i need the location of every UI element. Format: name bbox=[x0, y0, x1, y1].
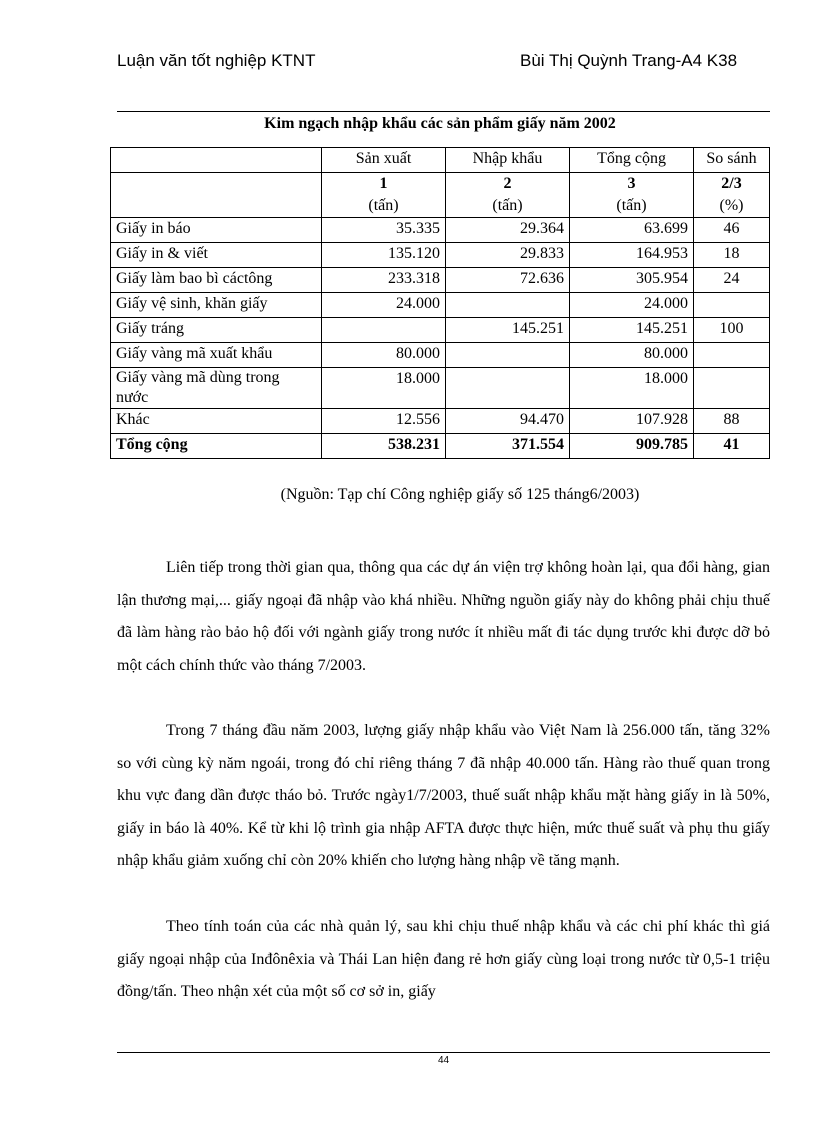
page-number: 44 bbox=[437, 1055, 450, 1066]
table-row bbox=[111, 318, 770, 343]
cell-so-sanh bbox=[694, 293, 770, 318]
cell-san-xuat: 35.335 bbox=[322, 218, 446, 243]
header-cell-tong-cong: Tổng cộng bbox=[570, 148, 694, 173]
header-cell-san-xuat: Sản xuất bbox=[322, 148, 446, 173]
cell-tong-cong: 24.000 bbox=[570, 293, 694, 318]
cell-so-sanh: 88 bbox=[694, 409, 770, 434]
cell-so-sanh: 24 bbox=[694, 268, 770, 293]
footer-divider bbox=[117, 1052, 770, 1053]
index-cell bbox=[694, 173, 770, 218]
cell-san-xuat: 24.000 bbox=[322, 293, 446, 318]
table-total-row bbox=[111, 434, 770, 459]
cell-nhap-khau: 94.470 bbox=[446, 409, 570, 434]
table-header-row bbox=[111, 148, 770, 173]
paragraph-1: Liên tiếp trong thời gian qua, thông qua các dự án viện trợ không hoàn lại, qua đổi hàng, gian lận thương mại,... giấy ngoại đã nhập vào khá nhiều. Những nguồn giấy này do không phải chịu thuế đã làm hàng rào bảo hộ đối với ngành giấy trong nước ít nhiều mất đi tác dụng trước khi được dỡ bỏ một cách chính thức vào tháng 7/2003. bbox=[117, 559, 770, 674]
table-row bbox=[111, 293, 770, 318]
paragraph-3: Theo tính toán của các nhà quản lý, sau khi chịu thuế nhập khẩu và các chi phí khác thì giá giấy ngoại nhập của Inđônêxia và Thái Lan hiện đang rẻ hơn giấy cùng loại trong nước từ 0,5-1 triệu đồng/tấn. Theo nhận xét của một số cơ sở in, giấy bbox=[117, 918, 770, 1000]
row-label: Giấy in & viết bbox=[111, 243, 322, 268]
col-unit: (tấn) bbox=[616, 197, 647, 214]
header-left: Luận văn tốt nghiệp KTNT bbox=[117, 51, 316, 70]
header-cell-blank bbox=[111, 148, 322, 173]
table-row bbox=[111, 409, 770, 434]
cell-nhap-khau: 72.636 bbox=[446, 268, 570, 293]
cell-san-xuat: 135.120 bbox=[322, 243, 446, 268]
cell-so-sanh: 100 bbox=[694, 318, 770, 343]
import-table bbox=[110, 147, 770, 459]
cell-san-xuat: 18.000 bbox=[322, 368, 446, 409]
cell-so-sanh bbox=[694, 343, 770, 368]
total-san-xuat: 538.231 bbox=[322, 434, 446, 459]
cell-so-sanh: 18 bbox=[694, 243, 770, 268]
header-cell-so-sanh: So sánh bbox=[694, 148, 770, 173]
row-label: Giấy làm bao bì cáctông bbox=[111, 268, 322, 293]
cell-tong-cong: 107.928 bbox=[570, 409, 694, 434]
cell-san-xuat: 80.000 bbox=[322, 343, 446, 368]
paragraph-2: Trong 7 tháng đầu năm 2003, lượng giấy nhập khẩu vào Việt Nam là 256.000 tấn, tăng 32% so với cùng kỳ năm ngoái, trong đó chỉ riêng tháng 7 đã nhập 40.000 tấn. Hàng rào thuế quan trong khu vực đang dần được tháo bỏ. Trước ngày1/7/2003, thuế suất nhập khẩu mặt hàng giấy in là 50%, giấy in báo là 40%. Kể từ khi lộ trình gia nhập AFTA được thực hiện, mức thuế suất và phụ thu giấy nhập khẩu giảm xuống chỉ còn 20% khiến cho lượng hàng nhập về tăng mạnh. bbox=[117, 722, 770, 869]
table-row bbox=[111, 243, 770, 268]
cell-so-sanh bbox=[694, 368, 770, 409]
cell-nhap-khau: 29.364 bbox=[446, 218, 570, 243]
table-source: (Nguồn: Tạp chí Công nghiệp giấy số 125 tháng6/2003) bbox=[280, 486, 640, 503]
col-unit: (tấn) bbox=[368, 197, 399, 214]
col-unit: (%) bbox=[719, 197, 744, 214]
col-index: 2 bbox=[503, 175, 512, 192]
index-cell bbox=[446, 173, 570, 218]
cell-nhap-khau bbox=[446, 293, 570, 318]
cell-tong-cong: 80.000 bbox=[570, 343, 694, 368]
row-label: Khác bbox=[111, 409, 322, 434]
cell-san-xuat: 12.556 bbox=[322, 409, 446, 434]
header-cell-nhap-khau: Nhập khẩu bbox=[446, 148, 570, 173]
cell-nhap-khau bbox=[446, 343, 570, 368]
index-cell-blank bbox=[111, 173, 322, 218]
row-label: Giấy vàng mã xuất khẩu bbox=[111, 343, 322, 368]
row-label: Giấy in báo bbox=[111, 218, 322, 243]
col-index: 1 bbox=[379, 175, 388, 192]
cell-tong-cong: 164.953 bbox=[570, 243, 694, 268]
total-label: Tổng cộng bbox=[111, 434, 322, 459]
cell-nhap-khau: 145.251 bbox=[446, 318, 570, 343]
table-row bbox=[111, 268, 770, 293]
cell-tong-cong: 305.954 bbox=[570, 268, 694, 293]
header-right: Bùi Thị Quỳnh Trang-A4 K38 bbox=[520, 51, 738, 70]
table-index-row bbox=[111, 173, 770, 218]
header-divider bbox=[117, 111, 770, 112]
row-label: Giấy vệ sinh, khăn giấy bbox=[111, 293, 322, 318]
table-row bbox=[111, 368, 770, 409]
cell-so-sanh: 46 bbox=[694, 218, 770, 243]
table-title: Kim ngạch nhập khẩu các sản phẩm giấy năm 2002 bbox=[264, 115, 616, 132]
cell-san-xuat bbox=[322, 318, 446, 343]
cell-nhap-khau: 29.833 bbox=[446, 243, 570, 268]
table-row bbox=[111, 343, 770, 368]
col-unit: (tấn) bbox=[492, 197, 523, 214]
row-label: Giấy tráng bbox=[111, 318, 322, 343]
cell-san-xuat: 233.318 bbox=[322, 268, 446, 293]
total-tong-cong: 909.785 bbox=[570, 434, 694, 459]
table-row bbox=[111, 218, 770, 243]
col-index: 3 bbox=[627, 175, 636, 192]
cell-tong-cong: 18.000 bbox=[570, 368, 694, 409]
cell-nhap-khau bbox=[446, 368, 570, 409]
cell-tong-cong: 63.699 bbox=[570, 218, 694, 243]
cell-tong-cong: 145.251 bbox=[570, 318, 694, 343]
index-cell bbox=[570, 173, 694, 218]
col-index: 2/3 bbox=[721, 175, 742, 192]
total-nhap-khau: 371.554 bbox=[446, 434, 570, 459]
total-so-sanh: 41 bbox=[694, 434, 770, 459]
row-label: Giấy vàng mã dùng trong nước bbox=[111, 368, 322, 409]
index-cell bbox=[322, 173, 446, 218]
